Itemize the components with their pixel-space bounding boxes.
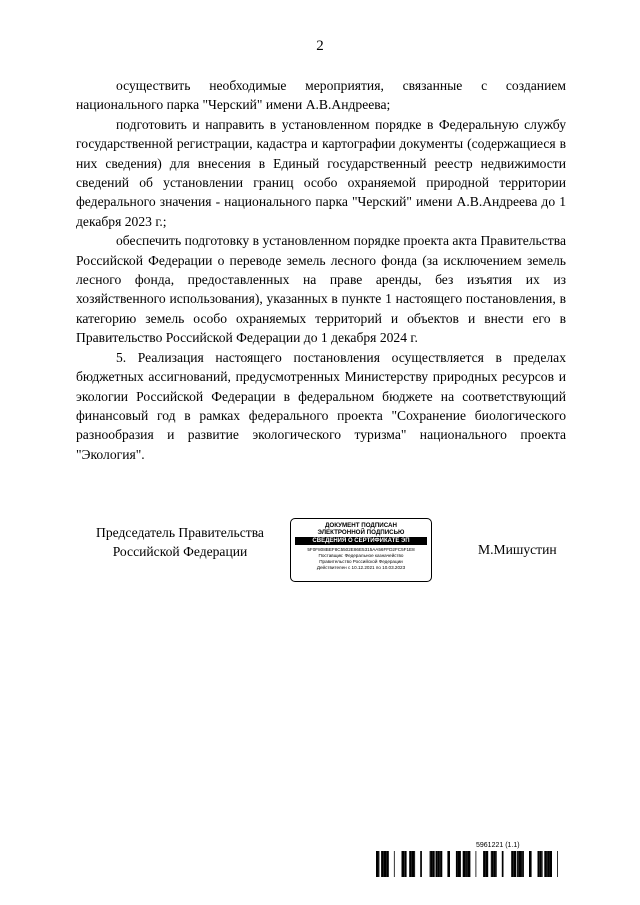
page-number: 2 — [316, 38, 324, 54]
signatory-title-line: Российской Федерации — [112, 544, 248, 559]
signatory-name: М.Мишустин — [478, 542, 557, 557]
signatory-title-line: Председатель Правительства — [96, 525, 264, 540]
stamp-certificate-bar: СВЕДЕНИЯ О СЕРТИФИКАТЕ ЭП — [295, 537, 427, 545]
stamp-title: ДОКУМЕНТ ПОДПИСАН — [325, 522, 397, 529]
paragraph: осуществить необходимые мероприятия, связанные с созданием национального парка "Черский" имени А.В.Андреева; — [76, 78, 566, 113]
barcode-icon — [376, 851, 562, 877]
stamp-issuer: Поставщик: Федеральное казначейство — [318, 553, 404, 558]
stamp-owner: Правительство Российской Федерации — [319, 559, 403, 564]
stamp-serial: 5F0F808BEF8C5502E86E5315AA56FFD2FC5F1E8 — [307, 547, 415, 552]
paragraph: обеспечить подготовку в установленном порядке проекта акта Правительства Российской Федерации о переводе земель лесного фонда (за исключением земель лесного фонда, предоставленных на праве аренды, без изъятия их из хозяйственного использования), указанных в пункте 1 настоящего постановления, в категорию земель особо охраняемых территорий и объектов и внести его в Правительство Российской Федерации до 1 декабря 2024 г. — [76, 233, 566, 346]
electronic-signature-stamp — [290, 518, 432, 582]
stamp-validity: Действителен с 10.12.2021 по 10.03.2023 — [316, 565, 406, 570]
paragraph: 5. Реализация настоящего постановления осуществляется в пределах бюджетных ассигнований, предусмотренных Министерству природных ресурсов и экологии Российской Федерации в федеральном бюджете на соответствующий финансовый год в рамках федерального проекта "Сохранение биологического разнообразия и развитие экологического туризма" национального проекта "Экология". — [76, 349, 566, 462]
stamp-title: ЭЛЕКТРОННОЙ ПОДПИСЬЮ — [317, 529, 405, 536]
paragraph: подготовить и направить в установленном порядке в Федеральную службу государственной регистрации, кадастра и картографии документы (содержащиеся в них сведения) для внесения в Единый государственный реестр недвижимости сведений об установлении границ особо охраняемой природной территории федерального значения - национального парка "Черский" имени А.В.Андреева до 1 декабря 2023 г.; — [76, 116, 566, 229]
body-text — [76, 76, 566, 464]
signatory-title — [80, 523, 280, 561]
document-code: 5961221 (1.1) — [476, 842, 520, 849]
